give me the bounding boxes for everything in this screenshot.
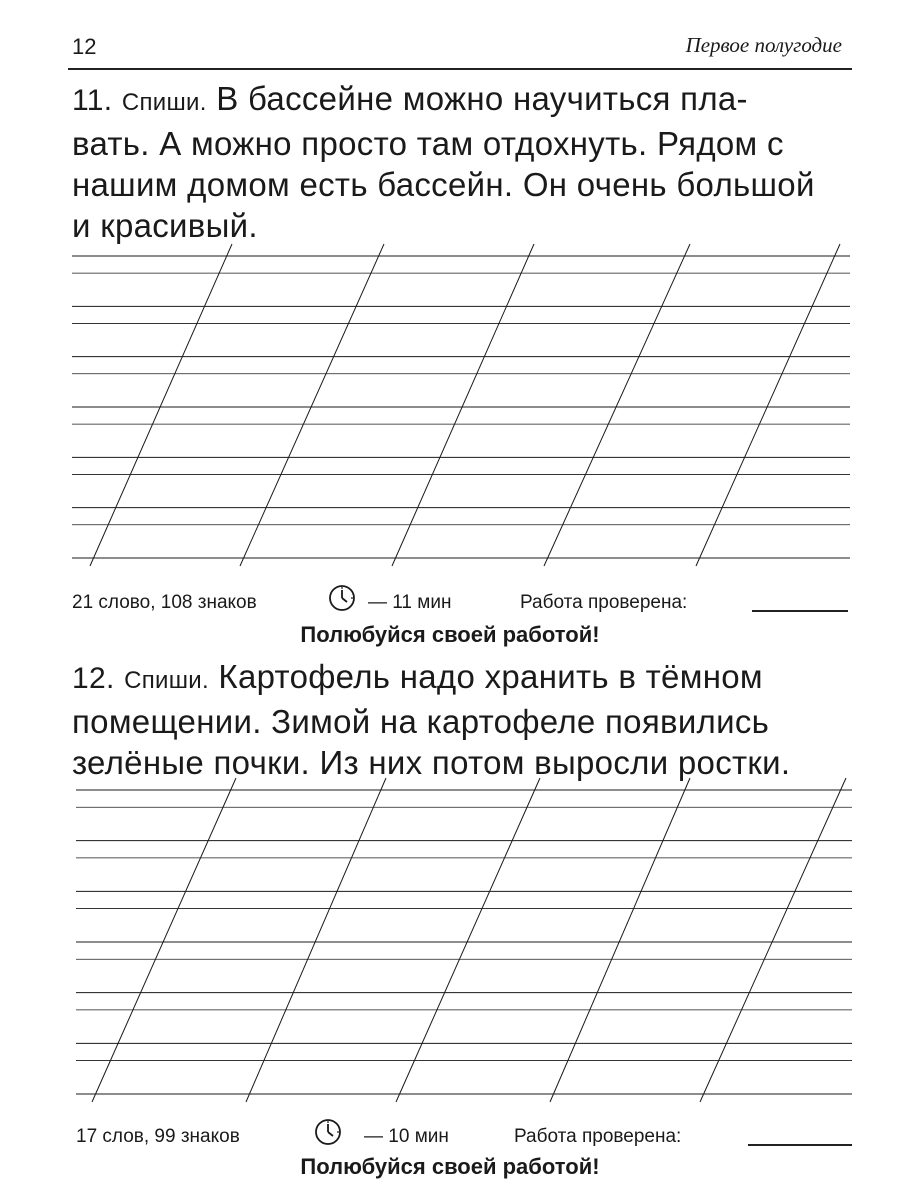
page-number: 12	[72, 34, 97, 59]
exercise-instruction: Спиши.	[121, 89, 207, 116]
check-signature-line[interactable]	[748, 1144, 852, 1146]
exercise-12-time: — 10 мин	[364, 1126, 449, 1147]
exercise-number: 11.	[72, 84, 113, 117]
slant-line	[700, 778, 846, 1102]
exercise-text-line: и красивый.	[72, 207, 258, 244]
exercise-instruction: Спиши.	[124, 667, 209, 694]
slant-line	[396, 778, 540, 1102]
exercise-text-line: Картофель надо хранить в тёмном	[218, 658, 763, 695]
exercise-text-line: В бассейне можно научиться пла-	[216, 80, 748, 117]
exercise-11-praise: Полюбуйся своей работой!	[300, 622, 600, 647]
exercise-text-line: зелёные почки. Из них потом выросли ростки.	[72, 744, 791, 781]
section-title: Первое полугодие	[685, 33, 842, 57]
slant-line	[246, 778, 386, 1102]
exercise-11-time: — 11 мин	[368, 592, 452, 613]
slant-line	[92, 778, 236, 1102]
exercise-text-line: помещении. Зимой на картофеле появились	[72, 703, 770, 740]
exercise-12-check-label: Работа проверена:	[514, 1126, 682, 1147]
exercise-text-line: нашим домом есть бассейн. Он очень большой	[72, 166, 815, 203]
exercise-text-line: вать. А можно просто там отдохнуть. Рядом с	[72, 125, 784, 162]
exercise-11-stats: 21 слово, 108 знаков	[72, 592, 257, 613]
clock-icon	[314, 1118, 342, 1146]
exercise-12-stats: 17 слов, 99 знаков	[76, 1126, 240, 1147]
slant-line	[550, 778, 690, 1102]
exercise-11-check-label: Работа проверена:	[520, 592, 688, 613]
exercise-12-praise: Полюбуйся своей работой!	[300, 1154, 600, 1179]
exercise-number: 12.	[72, 662, 115, 695]
